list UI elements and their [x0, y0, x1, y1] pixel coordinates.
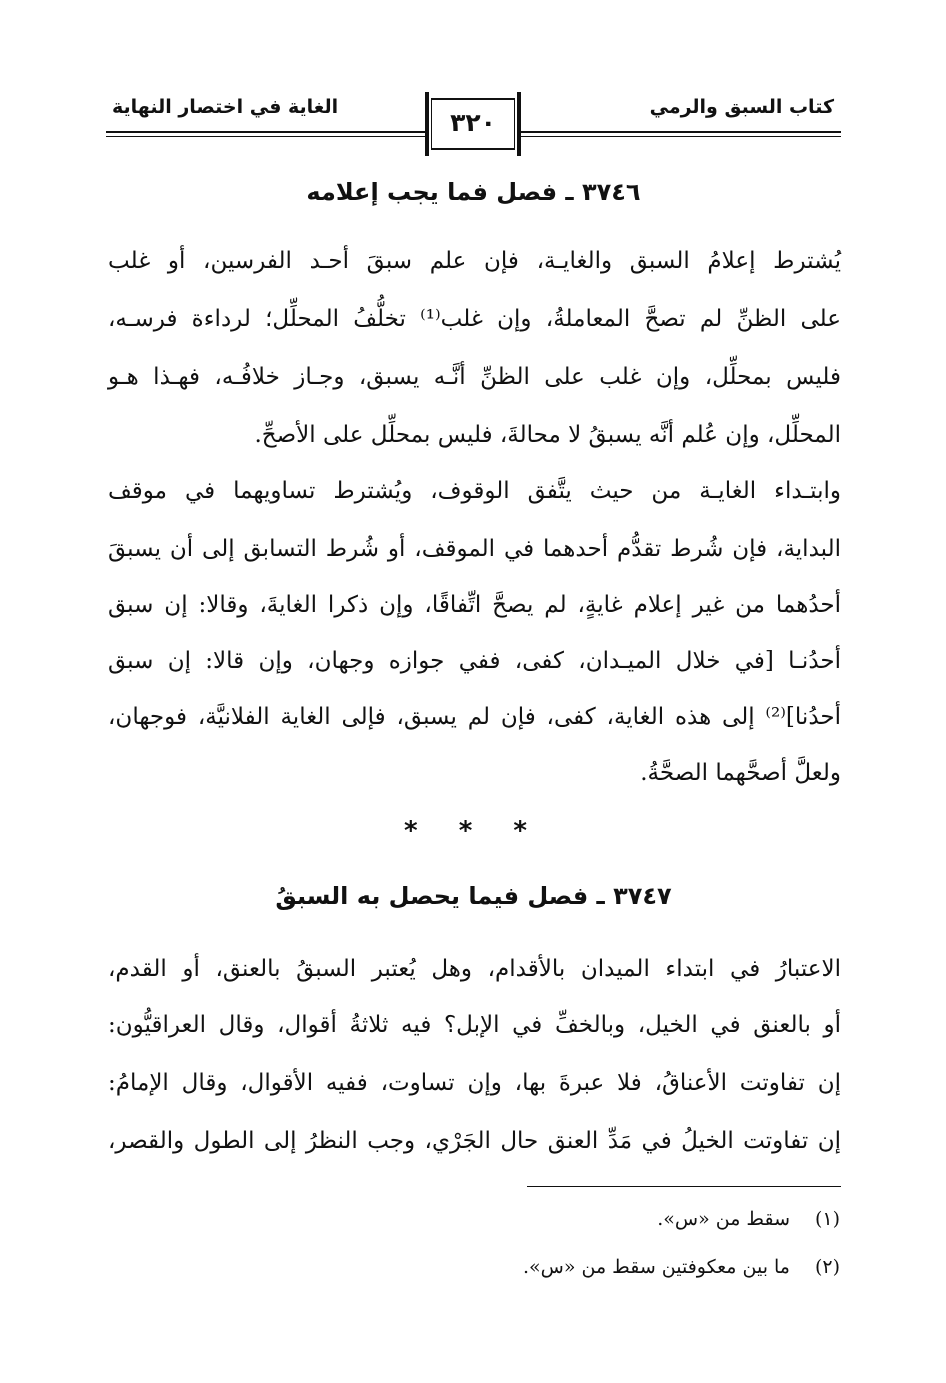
footnote-number: (١) [814, 1208, 840, 1230]
text-line: البداية، فإن شُرط تقدُّم أحدهما في الموقف، أو شُرط التسابق إلى أن يسبقَ [108, 536, 841, 562]
text-line: الاعتبارُ في ابتداء الميدان بالأقدام، وهل يُعتبر السبقُ بالعنق، أو القدم، [108, 956, 841, 982]
footnote-text: ما بين معكوفتين سقط من «س». [522, 1256, 790, 1278]
running-header-book-title: كتاب السبق والرمي [649, 96, 834, 118]
footnote-number: (٢) [814, 1256, 840, 1278]
page-number: ٣٢٠ [450, 108, 496, 137]
footnote-rule [527, 1186, 841, 1187]
section-separator: * * * [404, 816, 543, 846]
text-line: أحدُنا]⁽²⁾ إلى هذه الغاية، كفى، فإن لم يسبق، فإلى الغاية الفلانيَّة، فوجهان، [108, 704, 841, 730]
text-line: ولعلَّ أصحَّهما الصحَّةُ. [640, 760, 841, 786]
footnote [523, 1252, 840, 1282]
footnote-text: سقط من «س». [657, 1208, 790, 1230]
text-line: فليس بمحلِّل، وإن غلب على الظنِّ أنَّـه يسبق، وجـاز خلافُـه، فهـذا هـو [108, 364, 841, 390]
section-heading: ٣٧٤٧ ـ فصل فيما يحصل به السبقُ [275, 882, 672, 910]
text-line: وابتـداء الغايـة من حيث يتَّفق الوقوف، ويُشترط تساويهما في موقف [108, 478, 841, 504]
text-line: إن تفاوتت الأعناقُ، فلا عبرةَ بها، وإن تساوت، ففيه الأقوال، وقال الإمامُ: [108, 1070, 841, 1096]
text-line: إن تفاوتت الخيلُ في مَدِّ العنق حال الجَرْي، وجب النظرُ إلى الطول والقصر، [108, 1128, 841, 1154]
text-line: المحلِّل، وإن عُلم أنَّه يسبقُ لا محالةَ، فليس بمحلِّل على الأصحِّ. [254, 422, 841, 448]
text-line: يُشترط إعلامُ السبق والغايـة، فإن علم سبقَ أحـد الفرسين، أو غلب [108, 248, 841, 274]
section-heading: ٣٧٤٦ ـ فصل فما يجب إعلامه [306, 178, 641, 206]
text-line: على الظنِّ لم تصحَّ المعاملةُ، وإن غلب⁽¹⁾ تخلُّفُ المحلِّل؛ لرداءة فرسـه، [108, 306, 841, 332]
running-header-work-title: الغاية في اختصار النهاية [112, 96, 339, 118]
text-line: أحدُهما من غير إعلام غايةٍ، لم يصحَّ اتِّفاقًا، وإن ذكرا الغايةَ، وقالا: إن سبق [108, 592, 841, 618]
page-number-ornament [425, 92, 521, 156]
footnote [657, 1204, 840, 1234]
text-line: أو بالعنق في الخيل، وبالخفِّ في الإبل؟ فيه ثلاثةُ أقوال، وقال العراقيُّون: [108, 1012, 841, 1038]
text-line: أحدُنـا [في خلال الميـدان، كفى، ففي جوازه وجهان، وإن قالا: إن سبق [108, 648, 841, 674]
